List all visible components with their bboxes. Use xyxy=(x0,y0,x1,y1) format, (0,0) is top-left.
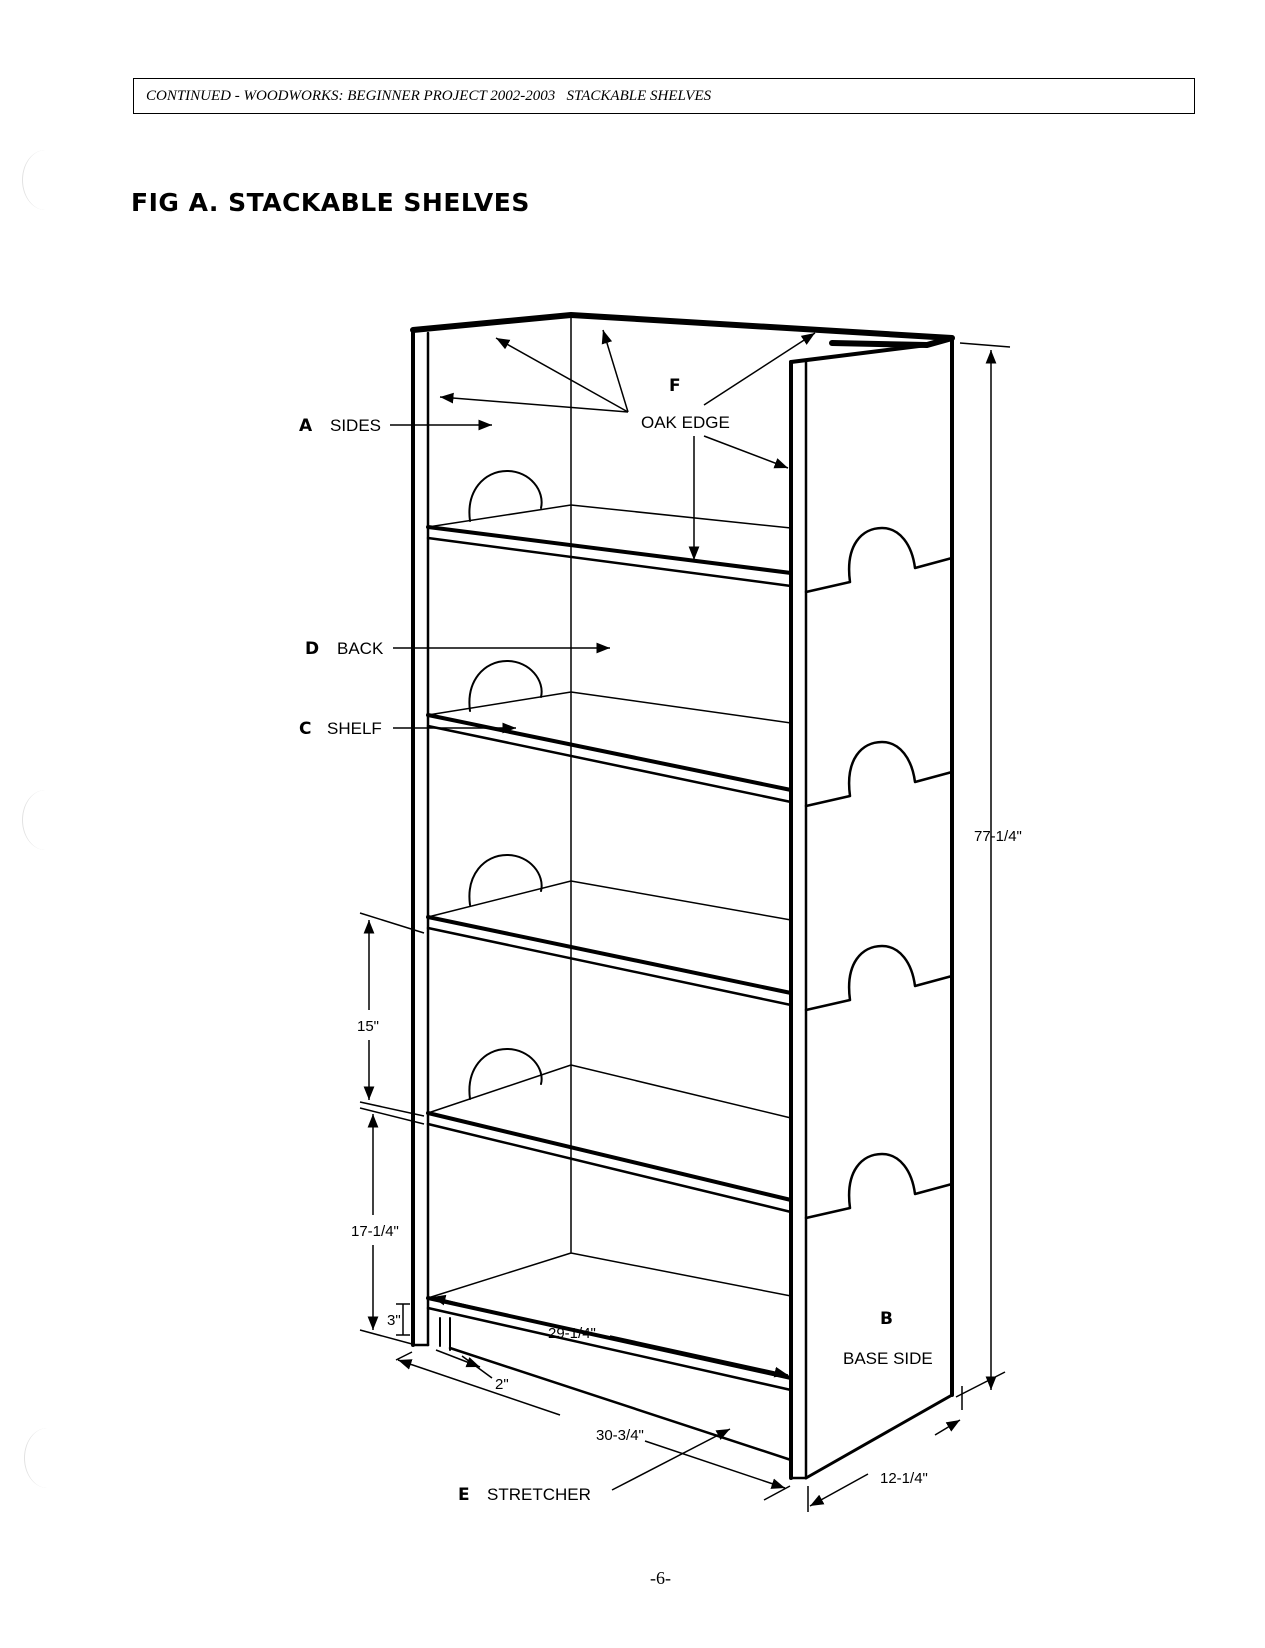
right-side-bottom-edge xyxy=(806,1395,952,1478)
side-module-joint xyxy=(806,528,952,592)
inner-width-dim-line xyxy=(432,1297,540,1323)
depth-dim-line xyxy=(810,1474,868,1506)
shelf-1 xyxy=(428,505,791,586)
shelf-4 xyxy=(428,1065,791,1212)
bottom-spacing-dim: 17-1/4" xyxy=(351,1223,399,1240)
shelf-letter: C xyxy=(299,719,312,739)
depth-dim: 12-1/4" xyxy=(880,1470,928,1487)
figure-title: FIG A. STACKABLE SHELVES xyxy=(131,188,530,217)
oak-edge-arrow xyxy=(440,397,628,412)
inner-width-dim: 29-1/4" xyxy=(548,1325,596,1342)
side-module-joint xyxy=(806,742,952,806)
arch-cutout xyxy=(469,661,541,711)
side-module-joint xyxy=(806,946,952,1010)
arch-cutout xyxy=(469,471,541,521)
stretcher-label: STRETCHER xyxy=(487,1485,591,1504)
base-side-letter: B xyxy=(880,1309,893,1329)
stretcher-height-dim: 3" xyxy=(387,1312,401,1329)
back-label: BACK xyxy=(337,639,384,658)
bottom-shelf xyxy=(428,1253,791,1390)
arch-cutout xyxy=(469,1049,541,1099)
page-number: -6- xyxy=(650,1568,671,1588)
base-side-label: BASE SIDE xyxy=(843,1349,933,1368)
outer-width-dim: 30-3/4" xyxy=(596,1427,644,1444)
sides-letter: A xyxy=(299,416,313,436)
side-module-joint xyxy=(806,1154,952,1218)
back-letter: D xyxy=(305,639,320,659)
shelf-label: SHELF xyxy=(327,719,382,738)
shelf-2 xyxy=(428,692,791,802)
top-cap xyxy=(413,315,952,345)
oak-edge-label: OAK EDGE xyxy=(641,413,730,432)
stretcher-inset-dim: 2" xyxy=(495,1376,509,1393)
shelf-3 xyxy=(428,881,791,1005)
sides-label: SIDES xyxy=(330,416,382,435)
total-height-dim: 77-1/4" xyxy=(974,828,1022,845)
header-text: CONTINUED - WOODWORKS: BEGINNER PROJECT 2002-2003 STACKABLE SHELVES xyxy=(146,87,712,104)
oak-edge-arrow xyxy=(704,436,788,468)
shelf-spacing-dim: 15" xyxy=(357,1018,380,1035)
stretcher-letter: E xyxy=(458,1485,470,1505)
oak-edge-letter: F xyxy=(669,376,681,396)
oak-edge-arrow xyxy=(704,333,815,405)
